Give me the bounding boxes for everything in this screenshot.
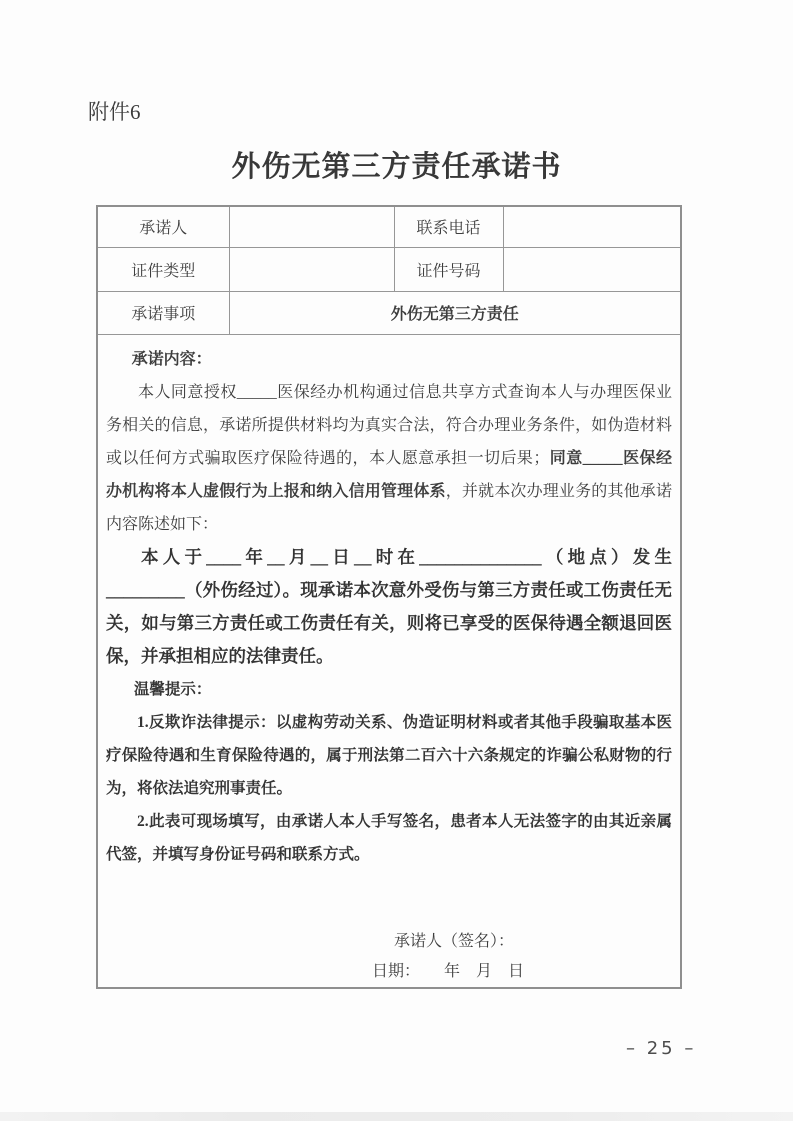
tips-heading: 温馨提示： xyxy=(133,680,212,698)
table-row-id-type-number xyxy=(97,247,681,291)
authorization-text-2: ，并就本次办理业务的其他承诺内容陈述如下： xyxy=(106,482,672,533)
document-title: 外伤无第三方责任承诺书 xyxy=(231,151,562,183)
tip-anti-fraud: 1.反欺诈法律提示：以虚构劳动关系、伪造证明材料或者其他手段骗取基本医疗保险待遇和生育保险待遇的，属于刑法第二百六十六条规定的诈骗公私财物的行为，将依法追究刑事责任。 xyxy=(106,713,672,797)
signature-label: 承诺人（签名）： xyxy=(394,932,515,950)
tip-onsite-fill: 2.此表可现场填写，由承诺人本人手写签名，患者本人无法签字的由其近亲属代签，并填写身份证号码和联系方式。 xyxy=(106,812,672,863)
commitment-content-cell xyxy=(97,334,681,988)
table-row-commitment-item xyxy=(97,291,681,334)
content-heading: 承诺内容： xyxy=(131,350,212,368)
field-value-id-type xyxy=(229,247,394,291)
authorization-text-bold: 同意_____医保经办机构将本人虚假行为上报和纳入信用管理体系 xyxy=(106,449,672,500)
table-row-promisor-phone xyxy=(97,206,681,247)
authorization-text-1: 本人同意授权_____医保经办机构通过信息共享方式查询本人与办理医保业务相关的信息，承诺所提供材料均为真实合法，符合办理业务条件，如伪造材料或以任何方式骗取医疗保险待遇的，本人愿意承担一切后果； xyxy=(106,383,672,467)
date-line: 日期： 年 月 日 xyxy=(372,962,525,980)
scan-edge-artifact xyxy=(0,1112,793,1121)
attachment-label: 附件6 xyxy=(88,100,141,124)
field-label-contact-phone: 联系电话 xyxy=(394,206,503,247)
field-value-contact-phone xyxy=(503,206,681,247)
commitment-statement: 本人于____年__月__日__时在______________（地点）发生_________（外伤经过）。现承诺本次意外受伤与第三方责任或工伤责任无关，如与第三方责任或工伤责任有关，则将已享受的医保待遇全额退回医保，并承担相应的法律责任。 xyxy=(106,546,672,666)
field-label-id-type: 证件类型 xyxy=(97,247,229,291)
authorization-paragraph xyxy=(106,376,672,541)
commitment-item-value: 外伤无第三方责任 xyxy=(229,291,681,334)
signature-block xyxy=(106,927,672,987)
page-number: – 25 – xyxy=(626,1038,697,1059)
field-label-promisor: 承诺人 xyxy=(97,206,229,247)
field-label-commitment-item: 承诺事项 xyxy=(97,291,229,334)
commitment-form-table xyxy=(96,205,682,989)
field-label-id-number: 证件号码 xyxy=(394,247,503,291)
table-row-commitment-content xyxy=(97,334,681,988)
field-value-id-number xyxy=(503,247,681,291)
field-value-promisor xyxy=(229,206,394,247)
